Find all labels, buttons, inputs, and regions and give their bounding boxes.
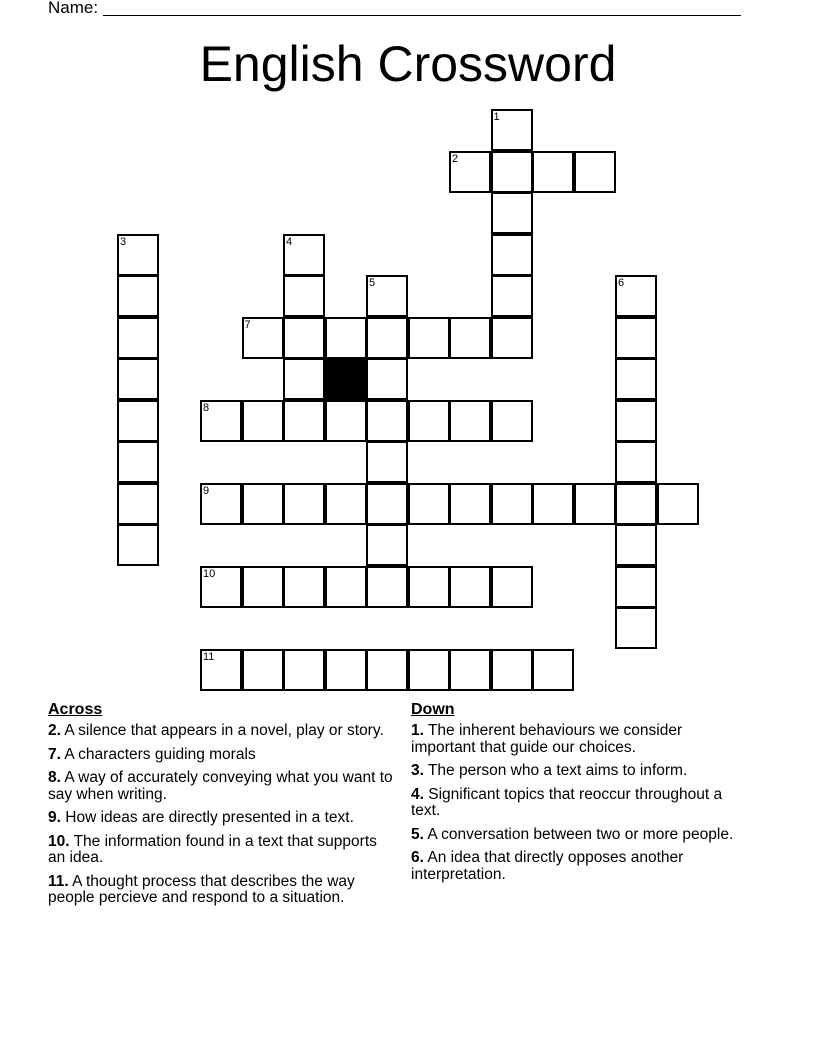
across-clue bbox=[48, 723, 393, 740]
crossword-cell[interactable] bbox=[615, 400, 657, 442]
cell-number: 7 bbox=[244, 318, 251, 331]
crossword-cell[interactable] bbox=[532, 151, 574, 193]
clue-text: A thought process that describes the way people percieve and respond to a situation. bbox=[48, 872, 355, 906]
crossword-cell[interactable] bbox=[408, 317, 450, 359]
down-clue bbox=[411, 850, 741, 883]
clue-text: How ideas are directly presented in a text. bbox=[65, 809, 354, 826]
crossword-cell[interactable] bbox=[449, 317, 491, 359]
crossword-cell[interactable] bbox=[408, 649, 450, 691]
crossword-cell[interactable] bbox=[615, 275, 657, 317]
crossword-cell[interactable] bbox=[117, 483, 159, 525]
crossword-cell[interactable] bbox=[491, 400, 533, 442]
crossword-cell[interactable] bbox=[491, 192, 533, 234]
crossword-cell[interactable] bbox=[615, 483, 657, 525]
crossword-cell[interactable] bbox=[366, 483, 408, 525]
across-clue bbox=[48, 834, 393, 867]
crossword-cell[interactable] bbox=[574, 151, 616, 193]
crossword-cell[interactable] bbox=[200, 400, 242, 442]
crossword-cell[interactable] bbox=[325, 400, 367, 442]
name-label: Name: bbox=[48, 0, 99, 17]
clue-text: The information found in a text that supports an idea. bbox=[48, 832, 377, 866]
crossword-cell[interactable] bbox=[242, 566, 284, 608]
clue-number: 4. bbox=[411, 785, 424, 803]
cell-number: 6 bbox=[618, 277, 625, 289]
clue-number: 8. bbox=[48, 769, 61, 786]
crossword-cell[interactable] bbox=[491, 317, 533, 359]
clue-number: 9. bbox=[48, 809, 61, 826]
crossword-cell[interactable] bbox=[242, 483, 284, 525]
crossword-cell[interactable] bbox=[117, 441, 159, 483]
crossword-cell[interactable] bbox=[283, 483, 325, 525]
cell-number: 2 bbox=[452, 152, 459, 165]
crossword-cell[interactable] bbox=[615, 607, 657, 649]
crossword-cell[interactable] bbox=[283, 649, 325, 691]
across-clue bbox=[48, 874, 393, 907]
across-heading: Across bbox=[48, 701, 103, 718]
crossword-cell[interactable] bbox=[491, 483, 533, 525]
crossword-cell[interactable] bbox=[366, 566, 408, 608]
down-clue bbox=[411, 827, 741, 844]
crossword-cell[interactable] bbox=[532, 649, 574, 691]
clue-text: A characters guiding morals bbox=[64, 745, 256, 763]
black-cell bbox=[325, 358, 367, 400]
crossword-cell[interactable] bbox=[491, 109, 533, 151]
crossword-cell[interactable] bbox=[574, 483, 616, 525]
clue-number: 2. bbox=[48, 722, 61, 739]
cell-number: 5 bbox=[369, 277, 376, 289]
across-clue-list bbox=[48, 723, 393, 907]
crossword-cell[interactable] bbox=[449, 400, 491, 442]
crossword-cell[interactable] bbox=[283, 358, 325, 400]
down-clue-list bbox=[411, 723, 741, 883]
crossword-cell[interactable] bbox=[117, 234, 159, 276]
down-heading: Down bbox=[411, 701, 455, 718]
crossword-cell[interactable] bbox=[117, 400, 159, 442]
across-clue bbox=[48, 747, 393, 764]
crossword-cell[interactable] bbox=[325, 649, 367, 691]
down-clue bbox=[411, 763, 741, 780]
crossword-cell[interactable] bbox=[366, 441, 408, 483]
crossword-cell[interactable] bbox=[117, 358, 159, 400]
crossword-cell[interactable] bbox=[491, 275, 533, 317]
crossword-cell[interactable] bbox=[408, 400, 450, 442]
crossword-cell[interactable] bbox=[366, 317, 408, 359]
crossword-cell[interactable] bbox=[366, 275, 408, 317]
crossword-cell[interactable] bbox=[449, 566, 491, 608]
crossword-cell[interactable] bbox=[283, 275, 325, 317]
clue-text: The person who a text aims to inform. bbox=[427, 762, 688, 779]
down-clues bbox=[411, 700, 741, 890]
crossword-cell[interactable] bbox=[117, 275, 159, 317]
down-clue bbox=[411, 787, 741, 820]
crossword-cell[interactable] bbox=[200, 566, 242, 608]
cell-number: 9 bbox=[203, 484, 210, 497]
crossword-cell[interactable] bbox=[325, 566, 367, 608]
crossword-cell[interactable] bbox=[657, 483, 699, 525]
crossword-cell[interactable] bbox=[200, 649, 242, 691]
clue-text: A way of accurately conveying what you want to say when writing. bbox=[48, 769, 393, 803]
clue-number: 1. bbox=[411, 722, 424, 739]
cell-number: 10 bbox=[203, 567, 216, 580]
crossword-cell[interactable] bbox=[615, 317, 657, 359]
clue-number: 3. bbox=[411, 762, 424, 779]
crossword-cell[interactable] bbox=[615, 358, 657, 400]
crossword-cell[interactable] bbox=[491, 151, 533, 193]
clue-number: 6. bbox=[411, 849, 424, 866]
crossword-cell[interactable] bbox=[325, 483, 367, 525]
crossword-cell[interactable] bbox=[615, 441, 657, 483]
clue-number: 7. bbox=[48, 745, 61, 763]
crossword-cell[interactable] bbox=[366, 400, 408, 442]
crossword-cell[interactable] bbox=[117, 317, 159, 359]
clue-text: Significant topics that reoccur throughout a text. bbox=[411, 785, 723, 819]
crossword-cell[interactable] bbox=[242, 317, 284, 359]
crossword-cell[interactable] bbox=[200, 483, 242, 525]
crossword-cell[interactable] bbox=[449, 483, 491, 525]
clue-text: A silence that appears in a novel, play or story. bbox=[64, 722, 384, 739]
cell-number: 11 bbox=[203, 650, 215, 663]
crossword-cell[interactable] bbox=[615, 524, 657, 566]
crossword-cell[interactable] bbox=[283, 400, 325, 442]
across-clues bbox=[48, 700, 393, 914]
crossword-cell[interactable] bbox=[366, 524, 408, 566]
crossword-cell[interactable] bbox=[491, 566, 533, 608]
cell-number: 8 bbox=[203, 401, 210, 414]
crossword-cell[interactable] bbox=[449, 151, 491, 193]
clue-text: The inherent behaviours we consider important that guide our choices. bbox=[411, 722, 683, 756]
crossword-cell[interactable] bbox=[532, 483, 574, 525]
crossword-cell[interactable] bbox=[242, 400, 284, 442]
across-clue bbox=[48, 770, 393, 803]
across-clue bbox=[48, 810, 393, 827]
crossword-cell[interactable] bbox=[283, 317, 325, 359]
crossword-cell[interactable] bbox=[366, 358, 408, 400]
clue-number: 10. bbox=[48, 832, 70, 850]
crossword-cell[interactable] bbox=[408, 483, 450, 525]
clue-number: 11. bbox=[48, 872, 69, 890]
down-clue bbox=[411, 723, 741, 756]
crossword-cell[interactable] bbox=[117, 524, 159, 566]
clue-number: 5. bbox=[411, 825, 424, 843]
clue-text: A conversation between two or more people. bbox=[427, 825, 734, 843]
crossword-cell[interactable] bbox=[449, 649, 491, 691]
page-title: English Crossword bbox=[199, 36, 617, 92]
crossword-cell[interactable] bbox=[491, 649, 533, 691]
crossword-cell[interactable] bbox=[491, 234, 533, 276]
crossword-cell[interactable] bbox=[283, 566, 325, 608]
clue-text: An idea that directly opposes another interpretation. bbox=[411, 849, 684, 883]
crossword-cell[interactable] bbox=[408, 566, 450, 608]
crossword-cell[interactable] bbox=[283, 234, 325, 276]
cell-number: 1 bbox=[493, 111, 500, 123]
cell-number: 3 bbox=[120, 235, 127, 248]
crossword-cell[interactable] bbox=[242, 649, 284, 691]
cell-number: 4 bbox=[286, 235, 293, 248]
crossword-cell[interactable] bbox=[325, 317, 367, 359]
crossword-cell[interactable] bbox=[615, 566, 657, 608]
crossword-cell[interactable] bbox=[366, 649, 408, 691]
